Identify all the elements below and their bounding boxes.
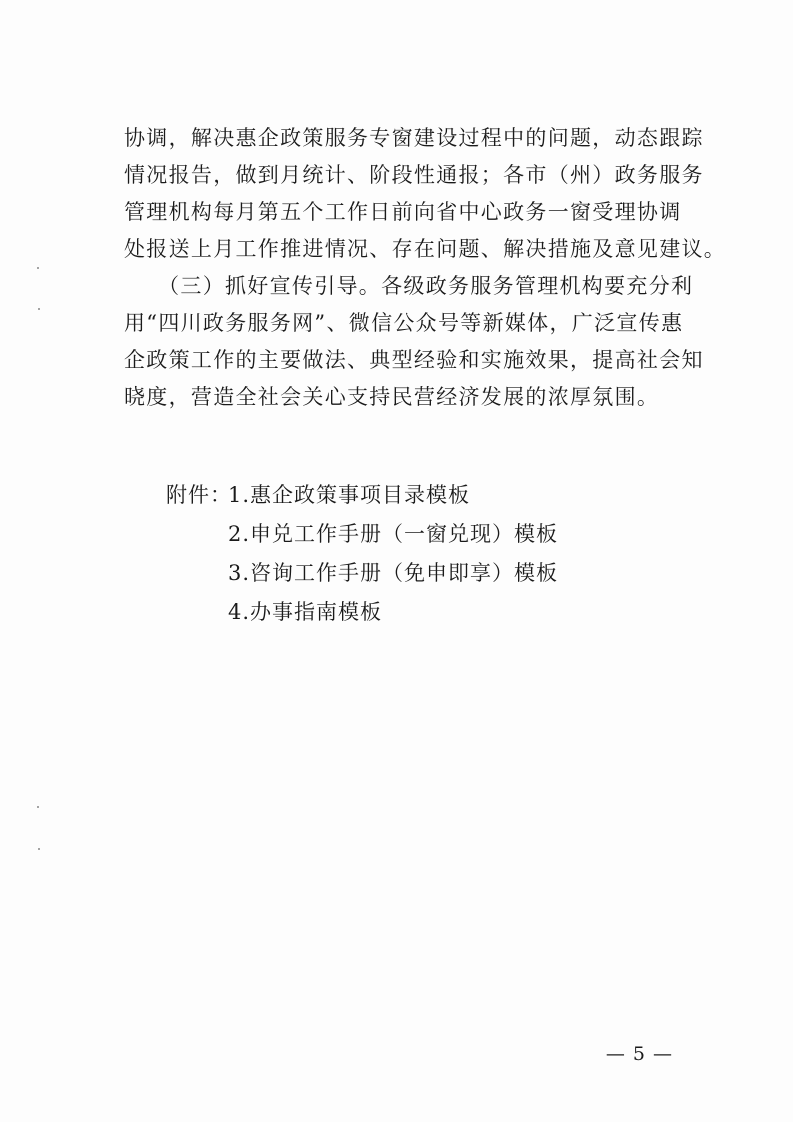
attachment-item-4: 4.办事指南模板 bbox=[228, 600, 383, 624]
body-line-6: 用“四川政务服务网”、微信公众号等新媒体，广泛宣传惠 bbox=[124, 311, 684, 335]
body-line-1: 协调，解决惠企政策服务专窗建设过程中的问题，动态跟踪 bbox=[124, 126, 704, 150]
body-line-5: （三）抓好宣传引导。各级政务服务管理机构要充分利 bbox=[124, 274, 694, 298]
body-line-8: 晓度，营造全社会关心支持民营经济发展的浓厚氛围。 bbox=[124, 385, 660, 409]
attachment-item-3: 3.咨询工作手册（免申即享）模板 bbox=[228, 561, 559, 585]
attachment-item bbox=[166, 593, 558, 632]
scan-speck bbox=[38, 308, 40, 310]
body-line-2: 情况报告，做到月统计、阶段性通报；各市（州）政务服务 bbox=[124, 163, 704, 187]
body-line-7: 企政策工作的主要做法、典型经验和实施效果，提高社会知 bbox=[124, 348, 704, 372]
scan-speck bbox=[37, 806, 39, 808]
body-line-3: 管理机构每月第五个工作日前向省中心政务一窗受理协调 bbox=[124, 200, 682, 224]
page-number: — 5 — bbox=[605, 1043, 673, 1065]
attachment-item-2: 2.申兑工作手册（一窗兑现）模板 bbox=[228, 522, 559, 546]
attachment-item bbox=[166, 515, 558, 554]
attachments-label: 附件： bbox=[166, 483, 232, 507]
attachment-item-1: 1.惠企政策事项目录模板 bbox=[228, 483, 471, 507]
body-text bbox=[124, 120, 727, 416]
scan-speck bbox=[38, 848, 40, 850]
attachment-item bbox=[166, 476, 558, 515]
scan-speck bbox=[37, 267, 39, 269]
attachment-item bbox=[166, 554, 558, 593]
attachments-list bbox=[166, 476, 558, 632]
body-line-4: 处报送上月工作推进情况、存在问题、解决措施及意见建议。 bbox=[124, 237, 727, 261]
